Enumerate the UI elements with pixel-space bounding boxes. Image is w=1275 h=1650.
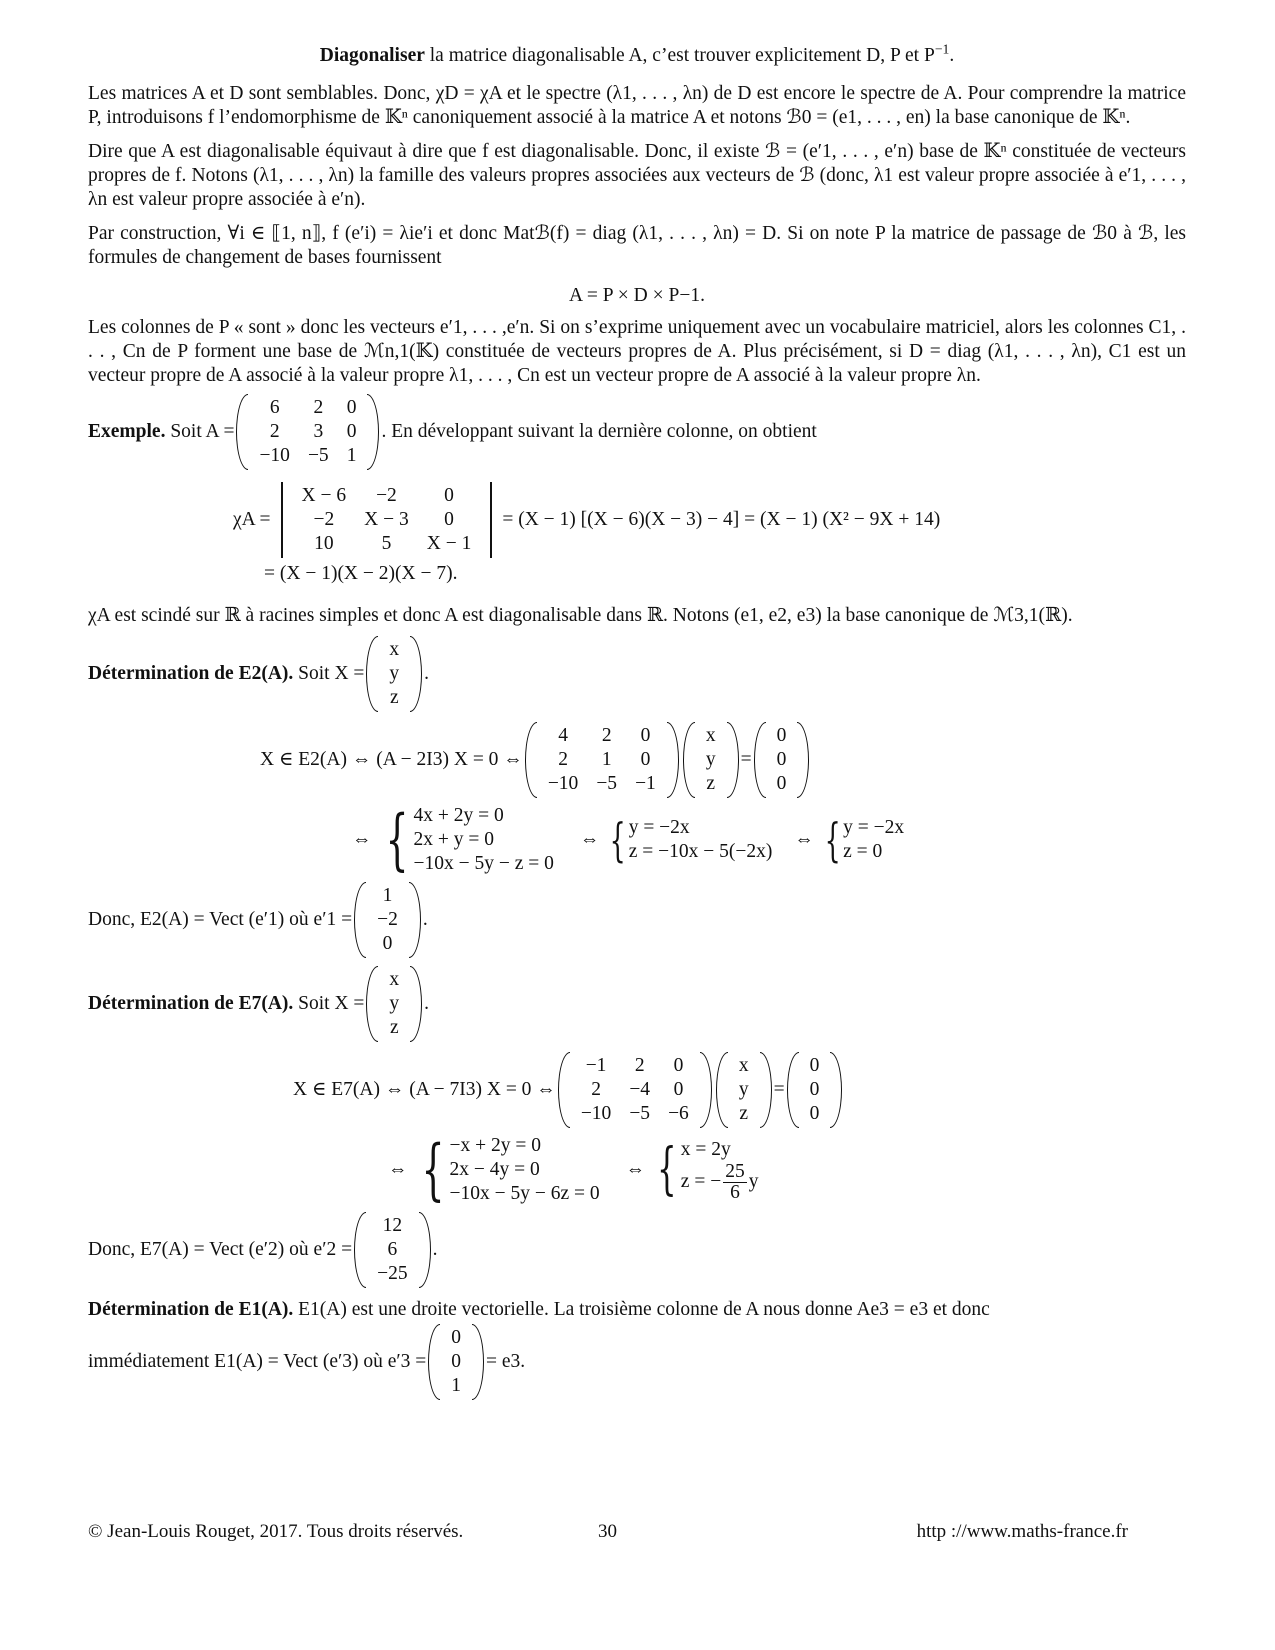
- matrix-cell: −2: [376, 485, 397, 506]
- vector-cell: 0: [776, 749, 787, 770]
- vector-cell: 0: [809, 1055, 820, 1076]
- fraction-denominator: 6: [730, 1181, 740, 1203]
- paragraph-construction: Par construction, ∀i ∈ ⟦1, n⟧, f (e′i) = λie′i et donc Matℬ(f) = diag (λ1, . . . , λn) = D. Si on note P la matrice de passage de ℬ0 à ℬ, les formules de changement de bases fournissent: [88, 223, 1186, 268]
- vector-row: [368, 1214, 417, 1238]
- system-equation: 2x − 4y = 0: [449, 1159, 540, 1180]
- vector-cell: 0: [776, 725, 787, 746]
- example-label: Exemple.: [88, 421, 166, 442]
- vector-row: [697, 772, 725, 796]
- paragraph-spectre: Les matrices A et D sont semblables. Donc, χD = χA et le spectre (λ1, . . . , λn) de D est encore le spectre de A. Pour comprendre la matrice P, introduisons f l’endomorphisme de 𝕂ⁿ canoniquement associé à la matrice A et notons ℬ0 = (e1, . . . , en) la base canonique de 𝕂ⁿ.: [88, 83, 1186, 128]
- system-equation: −10x − 5y − z = 0: [413, 853, 554, 874]
- matrix-cell: 2: [634, 1055, 645, 1076]
- matrix-cell: 0: [444, 509, 454, 530]
- vector-row: [380, 992, 408, 1016]
- vector-row: [368, 932, 407, 956]
- e7-sys2-line2: [681, 1162, 759, 1203]
- title-end: .: [949, 45, 955, 66]
- matrix-cell: 3: [313, 421, 324, 442]
- vector-e1-prime: [354, 882, 421, 958]
- matrix-A-minus-7I: [558, 1052, 712, 1128]
- vector-row: [730, 1078, 758, 1102]
- matrix-cell: 2: [591, 1079, 601, 1100]
- matrix-cell: 0: [640, 725, 651, 746]
- vector-cell: y: [738, 1079, 749, 1100]
- vector-X-e7: [366, 966, 422, 1042]
- e2-iff-3: ⇔: [794, 829, 814, 850]
- example-after: . En développant suivant la dernière colonne, on obtient: [381, 421, 817, 442]
- vector-cell: z: [389, 687, 399, 708]
- matrix-cell: −4: [629, 1079, 651, 1100]
- vector-row: [697, 724, 725, 748]
- e2-equals: =: [740, 749, 752, 770]
- matrix-cell: 1: [346, 445, 357, 466]
- fraction-25-6: [723, 1162, 747, 1203]
- vector-cell: 0: [776, 773, 787, 794]
- e7-iff-2: ⇔: [625, 1159, 646, 1180]
- formula-change-of-basis: A = P × D × P−1.: [569, 285, 705, 306]
- vector-row: [368, 908, 407, 932]
- e7-heading: Détermination de: [88, 993, 234, 1014]
- vector-cell: y: [389, 993, 400, 1014]
- e2-intro: Soit X =: [298, 663, 365, 684]
- matrix-cell: 2: [269, 421, 280, 442]
- e1-line2: immédiatement E1(A) = Vect (e′3) où e′3 =: [88, 1351, 427, 1372]
- e1-heading: Détermination de: [88, 1299, 234, 1320]
- vector-row: [380, 1016, 408, 1040]
- paragraph-scinde: χA est scindé sur ℝ à racines simples et donc A est diagonalisable dans ℝ. Notons (e1, e2, e3) la base canonique de ℳ3,1(ℝ).: [88, 605, 1073, 626]
- e1-text: E1(A) est une droite vectorielle. La troisième colonne de A nous donne Ae3 = e3 et donc: [298, 1299, 990, 1320]
- system-equation: −x + 2y = 0: [449, 1135, 541, 1156]
- system-equation: −10x − 5y − 6z = 0: [449, 1183, 600, 1204]
- e2-iff-1: ⇔: [352, 829, 372, 850]
- e7-intro: Soit X =: [298, 993, 365, 1014]
- vector-row: [380, 686, 408, 710]
- matrix-row: [293, 484, 481, 508]
- e7-sys2-z: z = −: [680, 1171, 722, 1192]
- vector-cell: 0: [451, 1327, 462, 1348]
- page-title: [88, 41, 1186, 68]
- paragraph-diagonalisable: Dire que A est diagonalisable équivaut à dire que f est diagonalisable. Donc, il existe ℬ = (e′1, . . . , e′n) base de 𝕂ⁿ constituée de vecteurs propres de f. Notons (λ1, . . . , λn) la famille des valeurs propres associées aux vecteurs de ℬ (donc, λ1 est valeur propre associée à e′1, . . . , λn est valeur propre associée à e′n).: [88, 141, 1186, 210]
- matrix-A-minus-2I: [525, 722, 679, 798]
- system-equation: y = −2x: [628, 817, 690, 838]
- vector-xyz-e2: [683, 722, 739, 798]
- matrix-cell: −1: [585, 1055, 607, 1076]
- matrix-cell: 2: [313, 397, 324, 418]
- matrix-row: [539, 748, 665, 772]
- vector-row: [380, 662, 408, 686]
- vector-row: [801, 1054, 829, 1078]
- matrix-row: [539, 772, 665, 796]
- e7-sys2-y: y: [748, 1171, 759, 1192]
- matrix-cell: −2: [313, 509, 335, 530]
- vector-cell: x: [705, 725, 716, 746]
- e7-sys2-line1: x = 2y: [680, 1138, 731, 1160]
- matrix-cell: 4: [558, 725, 568, 746]
- matrix-row: [572, 1078, 698, 1102]
- vector-row: [801, 1102, 829, 1126]
- zero-vector-e7: [787, 1052, 843, 1128]
- charpoly-factored: = (X − 1)(X − 2)(X − 7).: [264, 563, 458, 584]
- matrix-cell: −10: [259, 445, 290, 466]
- e7-iff-1: ⇔: [388, 1159, 408, 1180]
- vector-cell: 0: [451, 1351, 462, 1372]
- charpoly-determinant: [273, 482, 501, 558]
- e2-conclusion-line: Donc, E2(A) = Vect (e′1) où e′1 = 1 −2 0 .: [88, 882, 1186, 958]
- matrix-cell: X − 3: [364, 509, 409, 530]
- e7-eq-lhs: X ∈ E7(A) ⇔ (A − 7I3) X = 0 ⇔: [293, 1079, 556, 1100]
- matrix-cell: −5: [307, 445, 329, 466]
- matrix-cell: 0: [346, 397, 357, 418]
- e7-conclusion: Donc, E7(A) = Vect (e′2) où e′2 =: [88, 1239, 353, 1260]
- title-bold: Diagonaliser: [319, 45, 425, 66]
- charpoly-rhs: = (X − 1) [(X − 6)(X − 3) − 4] = (X − 1) (X² − 9X + 14): [502, 509, 941, 530]
- matrix-row: [572, 1054, 698, 1078]
- vector-row: [801, 1078, 829, 1102]
- e2-iff-2: ⇔: [579, 829, 600, 850]
- e7-system-1: { −x + 2y = 0 2x − 4y = 0 −10x − 5y − 6z = 0: [420, 1131, 600, 1208]
- matrix-row: [293, 508, 481, 532]
- matrix-cell: 0: [346, 421, 357, 442]
- vector-cell: 0: [382, 933, 393, 954]
- vector-e3-prime: [428, 1324, 484, 1400]
- vector-cell: x: [389, 639, 400, 660]
- vector-cell: z: [389, 1017, 399, 1038]
- vector-row: [730, 1102, 758, 1126]
- charpoly-lhs: χA =: [233, 509, 271, 530]
- matrix-row: [539, 724, 665, 748]
- matrix-cell: X − 6: [301, 485, 347, 506]
- matrix-cell: 0: [673, 1055, 684, 1076]
- example-intro: Soit A =: [170, 421, 235, 442]
- vector-cell: y: [389, 663, 400, 684]
- vector-row: [442, 1374, 470, 1398]
- system-equation: z = −10x − 5(−2x): [628, 841, 773, 862]
- vector-cell: x: [389, 969, 400, 990]
- footer-page-number: 30: [598, 1521, 617, 1542]
- matrix-cell: 5: [381, 533, 392, 554]
- fraction-numerator: 25: [725, 1160, 745, 1182]
- vector-xyz-e7: [716, 1052, 772, 1128]
- system-equation: z = 0: [843, 841, 883, 862]
- matrix-row: [572, 1102, 698, 1126]
- document-page: [88, 41, 1186, 1400]
- e1-end: = e3.: [486, 1351, 526, 1372]
- matrix-row: [250, 420, 365, 444]
- matrix-cell: −10: [580, 1103, 612, 1124]
- vector-row: [768, 772, 796, 796]
- matrix-row: [250, 444, 365, 468]
- system-equation: 2x + y = 0: [413, 829, 494, 850]
- matrix-cell: 0: [640, 749, 651, 770]
- vector-cell: z: [739, 1103, 749, 1124]
- vector-row: [368, 1262, 417, 1286]
- e2-eq-lhs: X ∈ E2(A) ⇔ (A − 2I3) X = 0 ⇔: [260, 749, 523, 770]
- matrix-cell: −5: [596, 773, 618, 794]
- vector-X-e2: [366, 636, 422, 712]
- e2-heading-space: E2(A).: [238, 663, 294, 684]
- vector-row: [380, 638, 408, 662]
- e2-system-1: { 4x + 2y = 0 2x + y = 0 −10x − 5y − z = 0: [384, 801, 554, 878]
- zero-vector-e2: [754, 722, 810, 798]
- charpoly-line: [233, 482, 1186, 558]
- matrix-cell: −5: [629, 1103, 651, 1124]
- e7-heading-line: Détermination de E7(A). Soit X = x y z .: [88, 966, 1186, 1042]
- matrix-cell: 0: [673, 1079, 684, 1100]
- title-sup: −1: [934, 41, 950, 57]
- vector-cell: 0: [809, 1103, 820, 1124]
- e7-equation: [293, 1052, 1186, 1128]
- e7-heading-space: E7(A).: [238, 993, 294, 1014]
- vector-cell: 12: [382, 1215, 403, 1236]
- vector-row: [768, 724, 796, 748]
- matrix-cell: 2: [601, 725, 612, 746]
- e7-systems: [388, 1131, 1186, 1208]
- vector-row: [768, 748, 796, 772]
- matrix-cell: −1: [635, 773, 656, 794]
- title-text: la matrice diagonalisable A, c’est trouver explicitement D, P et P: [429, 45, 935, 66]
- vector-cell: −25: [377, 1263, 408, 1284]
- vector-row: [442, 1326, 470, 1350]
- matrix-cell: 6: [269, 397, 280, 418]
- example-line: [88, 394, 1186, 470]
- matrix-cell: −6: [668, 1103, 689, 1124]
- e7-conclusion-line: Donc, E7(A) = Vect (e′2) où e′2 = 12 6 −25 .: [88, 1212, 1186, 1288]
- matrix-cell: 10: [314, 533, 334, 554]
- matrix-row: [250, 396, 365, 420]
- vector-row: [368, 1238, 417, 1262]
- e2-conclusion: Donc, E2(A) = Vect (e′1) où e′1 =: [88, 909, 353, 930]
- vector-cell: x: [738, 1055, 749, 1076]
- matrix-cell: 0: [444, 485, 454, 506]
- vector-row: [442, 1350, 470, 1374]
- vector-cell: 1: [382, 885, 393, 906]
- e1-heading-space: E1(A).: [238, 1299, 294, 1320]
- matrix-cell: 2: [558, 749, 568, 770]
- footer-copyright: © Jean-Louis Rouget, 2017. Tous droits réservés.: [88, 1521, 464, 1542]
- vector-cell: −2: [377, 909, 398, 930]
- vector-cell: 0: [809, 1079, 820, 1100]
- e2-equation: [260, 722, 1186, 798]
- system-equation: 4x + 2y = 0: [413, 805, 504, 826]
- paragraph-columns: Les colonnes de P « sont » donc les vecteurs e′1, . . . ,e′n. Si on s’exprime uniquement avec un vocabulaire matriciel, alors les colonnes C1, . . . , Cn de P forment une base de ℳn,1(𝕂) constituée de vecteurs propres de A. Plus précisément, si D = diag (λ1, . . . , λn), C1 est un vecteur propre de A associé à la valeur propre λ1, . . . , Cn est un vecteur propre de A associé à la valeur propre λn.: [88, 317, 1186, 386]
- e2-system-2: { y = −2x z = −10x − 5(−2x): [609, 813, 773, 867]
- e2-system-3: { y = −2x z = 0: [824, 813, 905, 867]
- vector-row: [697, 748, 725, 772]
- matrix-row: [293, 532, 481, 556]
- matrix-cell: −10: [547, 773, 579, 794]
- e2-heading-line: Détermination de E2(A). Soit X = x y z .: [88, 636, 1186, 712]
- footer-url[interactable]: http ://www.maths-france.fr: [916, 1521, 1128, 1542]
- vector-row: [368, 884, 407, 908]
- matrix-cell: 1: [601, 749, 612, 770]
- system-equation: y = −2x: [843, 817, 905, 838]
- vector-row: [380, 968, 408, 992]
- vector-cell: 1: [451, 1375, 462, 1396]
- e7-equals: =: [773, 1079, 785, 1100]
- vector-e2-prime: [354, 1212, 431, 1288]
- e2-systems: [352, 801, 1186, 878]
- e7-system-2: { x = 2y z = − $\frac{25}{6}$ y: [657, 1137, 759, 1203]
- vector-cell: z: [706, 773, 716, 794]
- vector-cell: 6: [387, 1239, 398, 1260]
- e2-heading: Détermination de: [88, 663, 234, 684]
- matrix-cell: X − 1: [426, 533, 472, 554]
- vector-cell: y: [705, 749, 716, 770]
- matrix-A: [236, 394, 379, 470]
- e1-paragraph: [88, 1298, 1186, 1322]
- e1-conclusion-line: [88, 1324, 1186, 1400]
- vector-row: [730, 1054, 758, 1078]
